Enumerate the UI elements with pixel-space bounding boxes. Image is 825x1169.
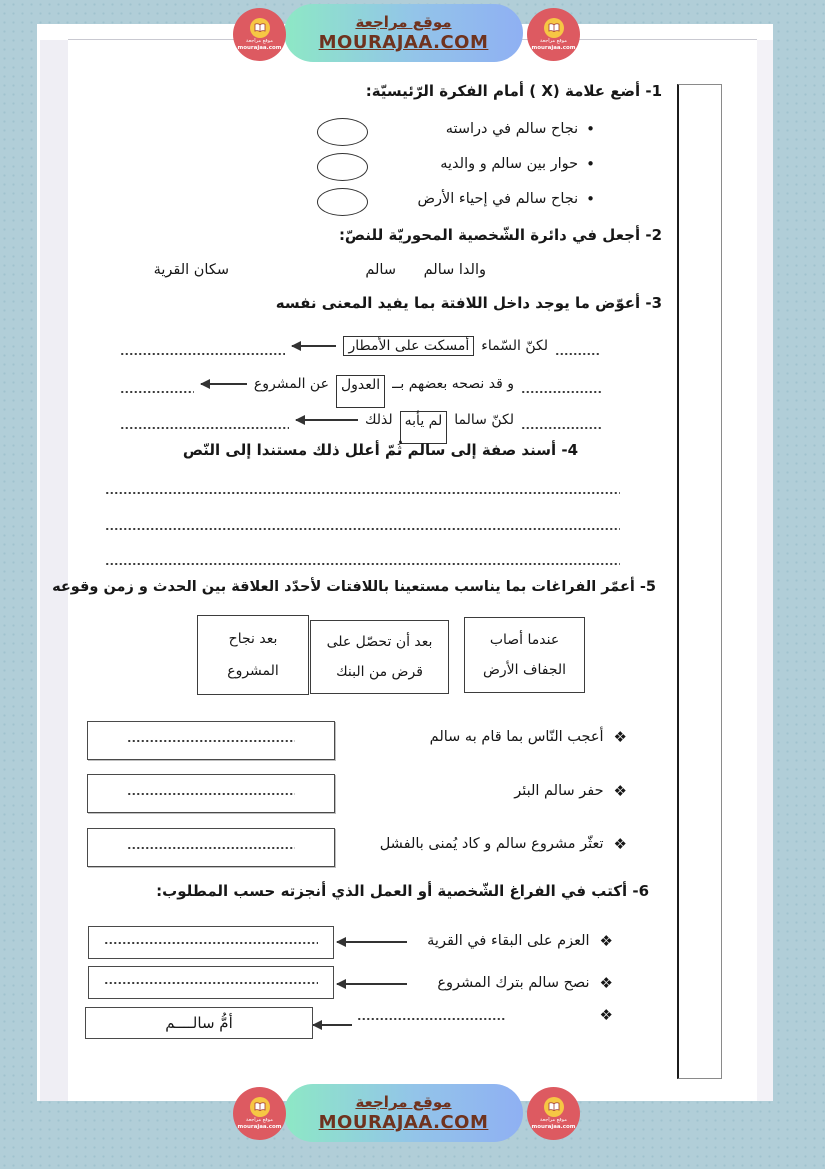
left-arrow-icon xyxy=(313,1024,352,1026)
dotted-blank xyxy=(127,738,294,744)
site-domain-link[interactable]: MOURAJAA.COM xyxy=(318,32,489,53)
sign-line: عندما أصاب xyxy=(489,632,560,648)
sign-line: الجفاف الأرض xyxy=(482,662,567,678)
list-item xyxy=(437,970,613,996)
ex3-text-after: عن المشروع xyxy=(253,376,329,392)
list-item xyxy=(446,116,595,142)
site-logo-badge xyxy=(527,8,580,61)
list-item xyxy=(427,928,613,954)
ex3-line-1 xyxy=(120,331,601,361)
ex6-label-1: العزم على البقاء في القرية xyxy=(427,933,590,949)
site-name-link[interactable]: موقع مراجعة xyxy=(355,13,452,31)
left-arrow-icon xyxy=(292,345,336,347)
dotted-blank[interactable] xyxy=(521,425,601,431)
site-name-link[interactable]: موقع مراجعة xyxy=(355,1093,452,1111)
worksheet-page xyxy=(37,24,773,1101)
ex2-choice-3[interactable]: سكان القرية xyxy=(153,262,229,278)
dotted-blank[interactable] xyxy=(120,389,194,395)
answer-box-2[interactable] xyxy=(87,774,335,813)
badge-domain: mourajaa.com xyxy=(531,44,576,51)
ex2-choice-2[interactable]: سالم xyxy=(365,262,396,278)
answer-box-3[interactable] xyxy=(87,828,335,867)
list-item xyxy=(440,151,595,177)
dot-bullet-icon: • xyxy=(586,154,595,173)
badge-domain: mourajaa.com xyxy=(237,1123,282,1130)
exercise4-title: 4- أسند صفة إلى سالم ثُمّ أعلل ذلك مستندا إلى النّص xyxy=(182,441,578,459)
grading-column-box xyxy=(677,84,722,1079)
page-margin-left xyxy=(40,40,68,1101)
ex6-answer-box-2[interactable] xyxy=(88,966,334,999)
ex3-text-before: و قد نصحه بعضهم بــ xyxy=(392,376,514,392)
ex5-event-1: أعجب النّاس بما قام به سالم xyxy=(429,729,604,745)
exercise5-title: 5- أعمّر الفراغات بما يناسب مستعينا باللافتات لأحدّد العلاقة بين الحدث و زمن وقوعه xyxy=(52,579,656,595)
ex6-label-2: نصح سالم بترك المشروع xyxy=(437,975,590,991)
ex3-line-2 xyxy=(120,369,601,399)
book-icon xyxy=(544,18,564,38)
left-arrow-icon xyxy=(201,383,247,385)
diamond-bullet-icon: ❖ xyxy=(599,973,613,992)
ex5-event-2: حفر سالم البئر xyxy=(514,783,604,799)
dotted-blank xyxy=(127,791,294,797)
left-arrow-icon xyxy=(296,419,358,421)
sign-line: بعد أن تحصّل على xyxy=(326,634,433,651)
exercise3-title: 3- أعوّض ما يوجد داخل اللافتة بما يفيد المعنى نفسه xyxy=(275,294,662,312)
dotted-answer-line[interactable] xyxy=(105,490,620,496)
ex3-boxed-word: أمسكت على الأمطار xyxy=(343,336,474,356)
left-arrow-icon xyxy=(337,941,407,943)
header-banner xyxy=(284,4,523,62)
ex3-line-3 xyxy=(120,405,601,435)
diamond-bullet-icon: ❖ xyxy=(613,727,627,746)
answer-oval-2[interactable] xyxy=(317,153,368,181)
dotted-blank xyxy=(104,940,319,946)
list-item xyxy=(514,776,627,806)
list-item xyxy=(430,722,627,752)
sign-box-3 xyxy=(197,615,309,695)
site-logo-badge xyxy=(233,8,286,61)
dotted-blank[interactable] xyxy=(120,425,289,431)
diamond-bullet-icon: ❖ xyxy=(613,781,627,800)
dotted-answer-line[interactable] xyxy=(105,561,620,567)
ex3-boxed-word: لم يأبه xyxy=(400,411,448,444)
sign-box-2 xyxy=(310,620,449,694)
page-margin-right xyxy=(757,40,773,1101)
ex2-choice-1[interactable]: والدا سالم xyxy=(423,262,486,278)
sign-line: بعد نجاح xyxy=(228,631,278,648)
left-arrow-icon xyxy=(337,983,407,985)
exercise6-title: 6- أكتب في الفراغ الشّخصية أو العمل الذي أنجزته حسب المطلوب: xyxy=(156,882,649,900)
dotted-blank[interactable] xyxy=(120,351,285,357)
dotted-blank[interactable] xyxy=(521,389,601,395)
badge-site-name: موقع مراجعة xyxy=(540,1116,567,1123)
ex1-option-1: نجاح سالم في دراسته xyxy=(445,121,579,137)
answer-box-1[interactable] xyxy=(87,721,335,760)
ex6-box-answer: أمُّ سالــــم xyxy=(165,1014,233,1032)
site-logo-badge xyxy=(233,1087,286,1140)
ex1-option-3: نجاح سالم في إحياء الأرض xyxy=(417,191,579,207)
book-icon xyxy=(250,18,270,38)
dotted-blank xyxy=(127,845,294,851)
badge-site-name: موقع مراجعة xyxy=(246,37,273,44)
answer-oval-3[interactable] xyxy=(317,188,368,216)
diamond-bullet-icon: ❖ xyxy=(599,1006,613,1024)
ex5-event-3: تعثّر مشروع سالم و كاد يُمنى بالفشل xyxy=(379,836,604,852)
badge-site-name: موقع مراجعة xyxy=(540,37,567,44)
badge-domain: mourajaa.com xyxy=(237,44,282,51)
ex3-text-before: لكنّ السّماء xyxy=(481,338,548,354)
ex3-boxed-word: العدول xyxy=(336,375,385,408)
sign-box-1 xyxy=(464,617,585,693)
dotted-blank[interactable] xyxy=(555,351,601,357)
badge-domain: mourajaa.com xyxy=(531,1123,576,1130)
ex6-answer-box-3[interactable] xyxy=(85,1007,313,1039)
diamond-bullet-icon: ❖ xyxy=(613,834,627,853)
dot-bullet-icon: • xyxy=(586,119,595,138)
sign-line: المشروع xyxy=(227,662,279,679)
diamond-bullet-icon: ❖ xyxy=(599,931,613,950)
dotted-answer-line[interactable] xyxy=(105,526,620,532)
book-icon xyxy=(250,1097,270,1117)
footer-banner xyxy=(284,1084,523,1142)
ex3-text-before: لكنّ سالما xyxy=(454,412,514,428)
sign-line: قرض من البنك xyxy=(336,663,423,680)
dot-bullet-icon: • xyxy=(586,189,595,208)
exercise1-title: 1- أضع علامة (X ) أمام الفكرة الرّئيسيّة: xyxy=(365,82,662,100)
list-item xyxy=(380,829,627,859)
dotted-blank xyxy=(104,980,319,986)
list-item xyxy=(417,186,595,212)
exercise2-title: 2- أجعل في دائرة الشّخصية المحوريّة للنصّ: xyxy=(338,226,662,244)
ex1-option-2: حوار بين سالم و والديه xyxy=(440,156,579,172)
book-icon xyxy=(544,1097,564,1117)
site-domain-link[interactable]: MOURAJAA.COM xyxy=(318,1112,489,1133)
dotted-blank[interactable] xyxy=(357,1016,505,1022)
answer-oval-1[interactable] xyxy=(317,118,368,146)
site-logo-badge xyxy=(527,1087,580,1140)
ex3-text-after: لذلك xyxy=(364,412,393,428)
badge-site-name: موقع مراجعة xyxy=(246,1116,273,1123)
ex6-answer-box-1[interactable] xyxy=(88,926,334,959)
